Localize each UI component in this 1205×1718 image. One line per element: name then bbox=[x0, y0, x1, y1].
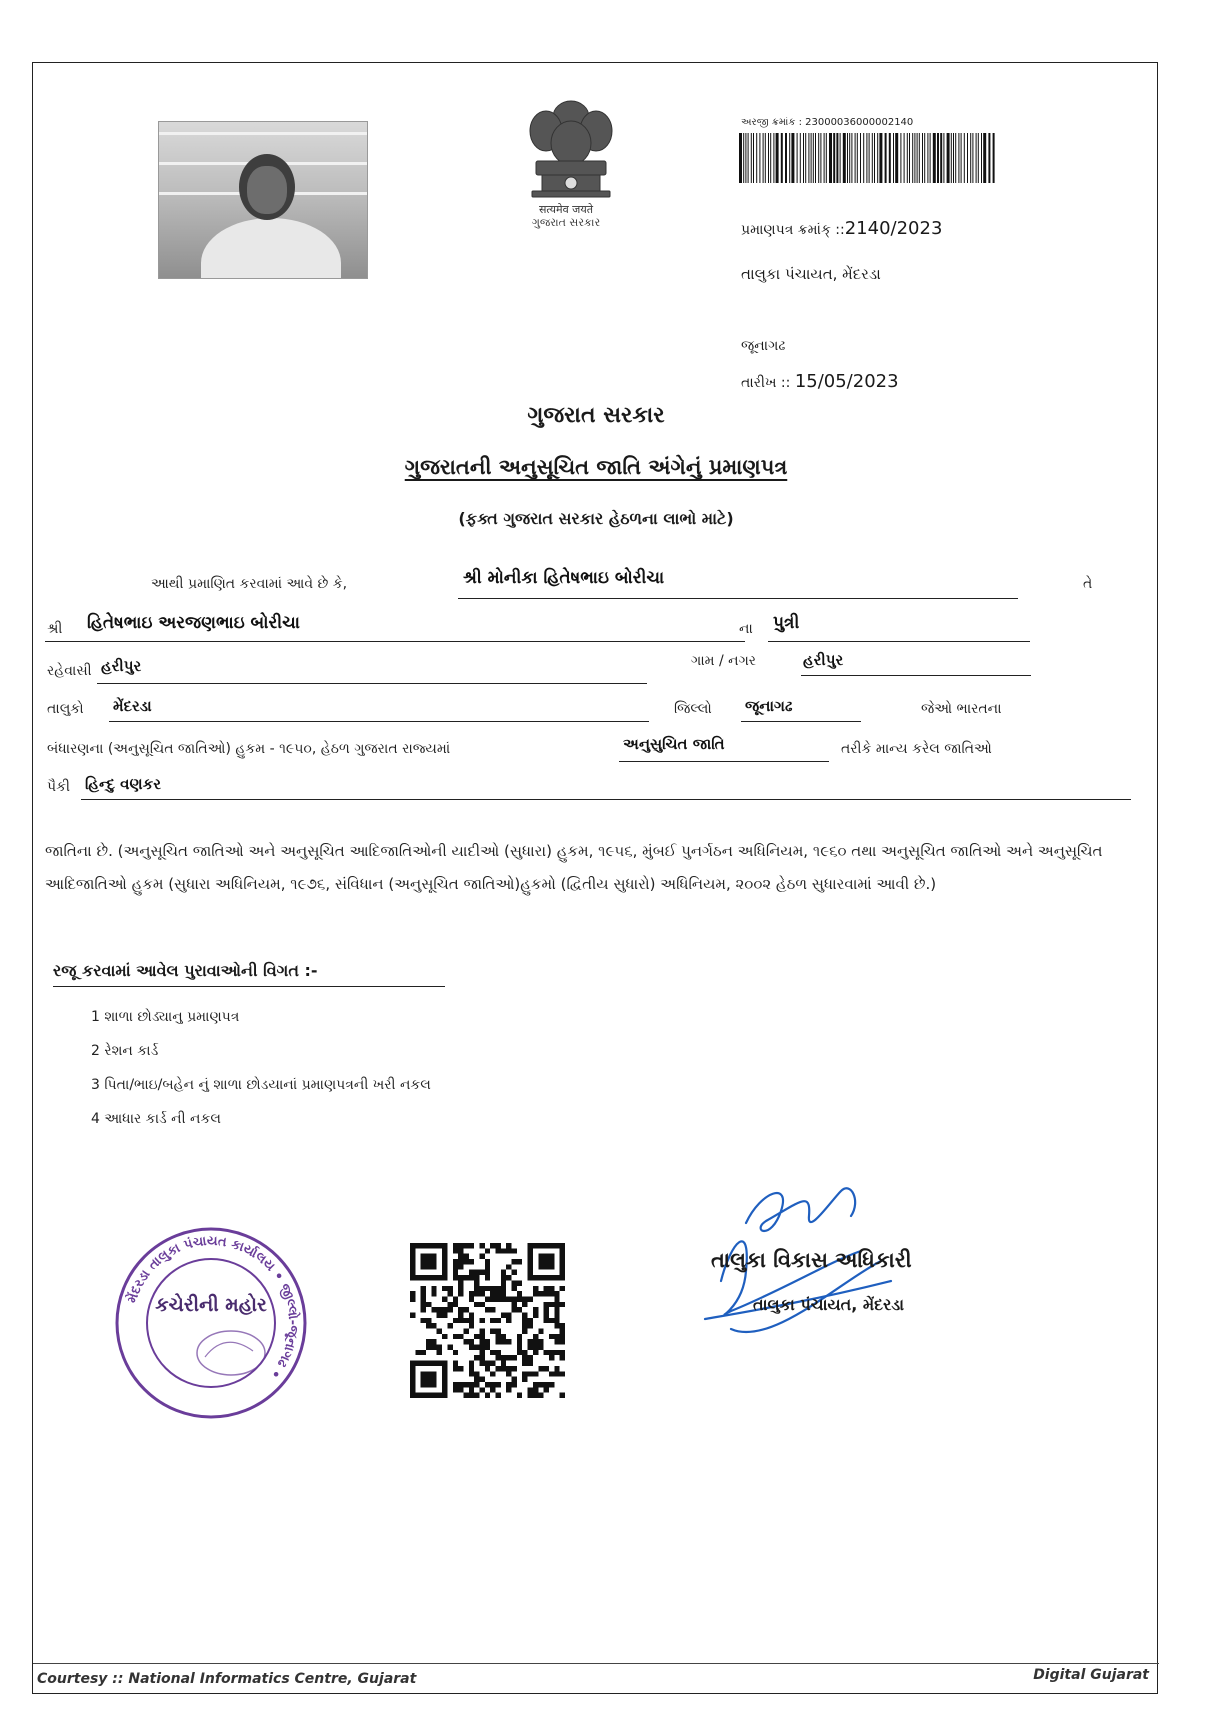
signatory-title: તાલુકા વિકાસ અધિકારી bbox=[711, 1248, 912, 1272]
svg-text:કચેરીની મહોર: કચેરીની મહોર bbox=[155, 1294, 267, 1316]
applicant-photo bbox=[158, 121, 368, 279]
page-title: ગુજરાત સરકાર bbox=[527, 403, 665, 428]
taluka-label: તાલુકો bbox=[47, 701, 84, 717]
village-value: હરીપુર bbox=[803, 651, 844, 669]
intro-label: આથી પ્રમાણિત કરવામાં આવે છે કે, bbox=[151, 576, 348, 592]
footer-courtesy: Courtesy :: National Informatics Centre, Gujarat bbox=[37, 1671, 417, 1687]
recognized-label: તરીકે માન્ય કરેલ જાતિઓ bbox=[841, 741, 992, 757]
application-number: અરજી ક્રમાંક : 23000036000002140 bbox=[741, 117, 914, 128]
certificate-title: ગુજરાતની અનુસૂચિત જાતિ અંગેનું પ્રમાણપત્ર bbox=[404, 455, 788, 479]
district-value: જૂનાગઢ bbox=[745, 697, 793, 715]
village-label: ગામ / નગર bbox=[691, 653, 757, 669]
evidence-item: 2 રેશન કાર્ડ bbox=[91, 1043, 159, 1059]
issuing-office: તાલુકા પંચાયત, મેંદરડા bbox=[741, 265, 881, 283]
office-seal bbox=[113, 1225, 309, 1421]
taluka-value: મેંદરડા bbox=[113, 697, 152, 715]
barcode bbox=[739, 133, 997, 183]
certificate-sheet bbox=[32, 62, 1158, 1694]
evidence-heading: રજૂ કરવામાં આવેલ પુરાવાઓની વિગત :- bbox=[53, 961, 318, 980]
india-label: જેઓ ભારતના bbox=[921, 701, 1002, 717]
issue-date: તારીખ :: 15/05/2023 bbox=[741, 371, 899, 392]
footer-brand: Digital Gujarat bbox=[1033, 1667, 1149, 1683]
legal-paragraph: જાતિના છે. (અનુસૂચિત જાતિઓ અને અનુસૂચિત આદિજાતિઓની યાદીઓ (સુધારા) હુકમ, ૧૯૫૬, મુંબઈ પુનર્ગઠન અધિનિયમ, ૧૯૬૦ તથા અનુસૂચિત જાતિઓ અને અનુસૂચિત આદિજાતિઓ હુકમ (સુધારા અધિનિયમ, ૧૯૭૬, સંવિધાન (અનુસૂચિત જાતિઓ)હુકમો (દ્વિતીય સુધારો) અધિનિયમ, ૨૦૦૨ હેઠળ સુધારવામાં આવી છે.) bbox=[45, 842, 1103, 893]
relation-label: ના bbox=[739, 621, 753, 637]
caste-value: હિન્દુ વણકર bbox=[85, 775, 161, 793]
evidence-item: 4 આધાર કાર્ડ ની નકલ bbox=[91, 1111, 221, 1127]
qr-code bbox=[410, 1243, 565, 1398]
evidence-item: 3 પિતા/ભાઇ/બહેન નું શાળા છોડયાનાં પ્રમાણપત્રની ખરી નકલ bbox=[91, 1077, 431, 1093]
issuing-district: જૂનાગઢ bbox=[741, 338, 786, 354]
father-name: હિતેષભાઇ અરજણભાઇ બોરીચા bbox=[87, 613, 300, 633]
signatory-office: તાલુકા પંચાયત, મેંદરડા bbox=[753, 1295, 905, 1314]
evidence-item: 1 શાળા છોડ્યાનુ પ્રમાણપત્ર bbox=[91, 1009, 240, 1025]
svg-text:મેંદરડા તાલુકા પંચાયત કાર્યાલય: મેંદરડા તાલુકા પંચાયત કાર્યાલય • જીલ્લો-જૂનાગઢ • bbox=[124, 1233, 301, 1382]
emblem-motto: सत्यमेव जयते ગુજરાત સરકાર bbox=[531, 203, 601, 229]
among-label: પૈકી bbox=[47, 779, 70, 795]
district-label: જિલ્લો bbox=[674, 701, 712, 717]
relation-value: પુત્રી bbox=[773, 613, 800, 633]
applicant-name: શ્રી મોનીકા હિતેષભાઇ બોરીચા bbox=[463, 568, 665, 588]
certificate-subtitle: (ફક્ત ગુજરાત સરકાર હેઠળના લાભો માટે) bbox=[458, 509, 734, 528]
category-value: અનુસુચિત જાતિ bbox=[623, 735, 725, 753]
resident-value: હરીપુર bbox=[101, 657, 142, 675]
resident-label: રહેવાસી bbox=[47, 663, 92, 679]
father-prefix: શ્રી bbox=[47, 621, 63, 637]
certificate-number: પ્રમાણપત્ર ક્રમાંક્ ::2140/2023 bbox=[741, 218, 943, 239]
order-text: બંધારણના (અનુસૂચિત જાતિઓ) હુકમ - ૧૯૫૦, હેઠળ ગુજરાત રાજ્યમાં bbox=[47, 741, 451, 757]
name-suffix: તે bbox=[1083, 576, 1093, 592]
